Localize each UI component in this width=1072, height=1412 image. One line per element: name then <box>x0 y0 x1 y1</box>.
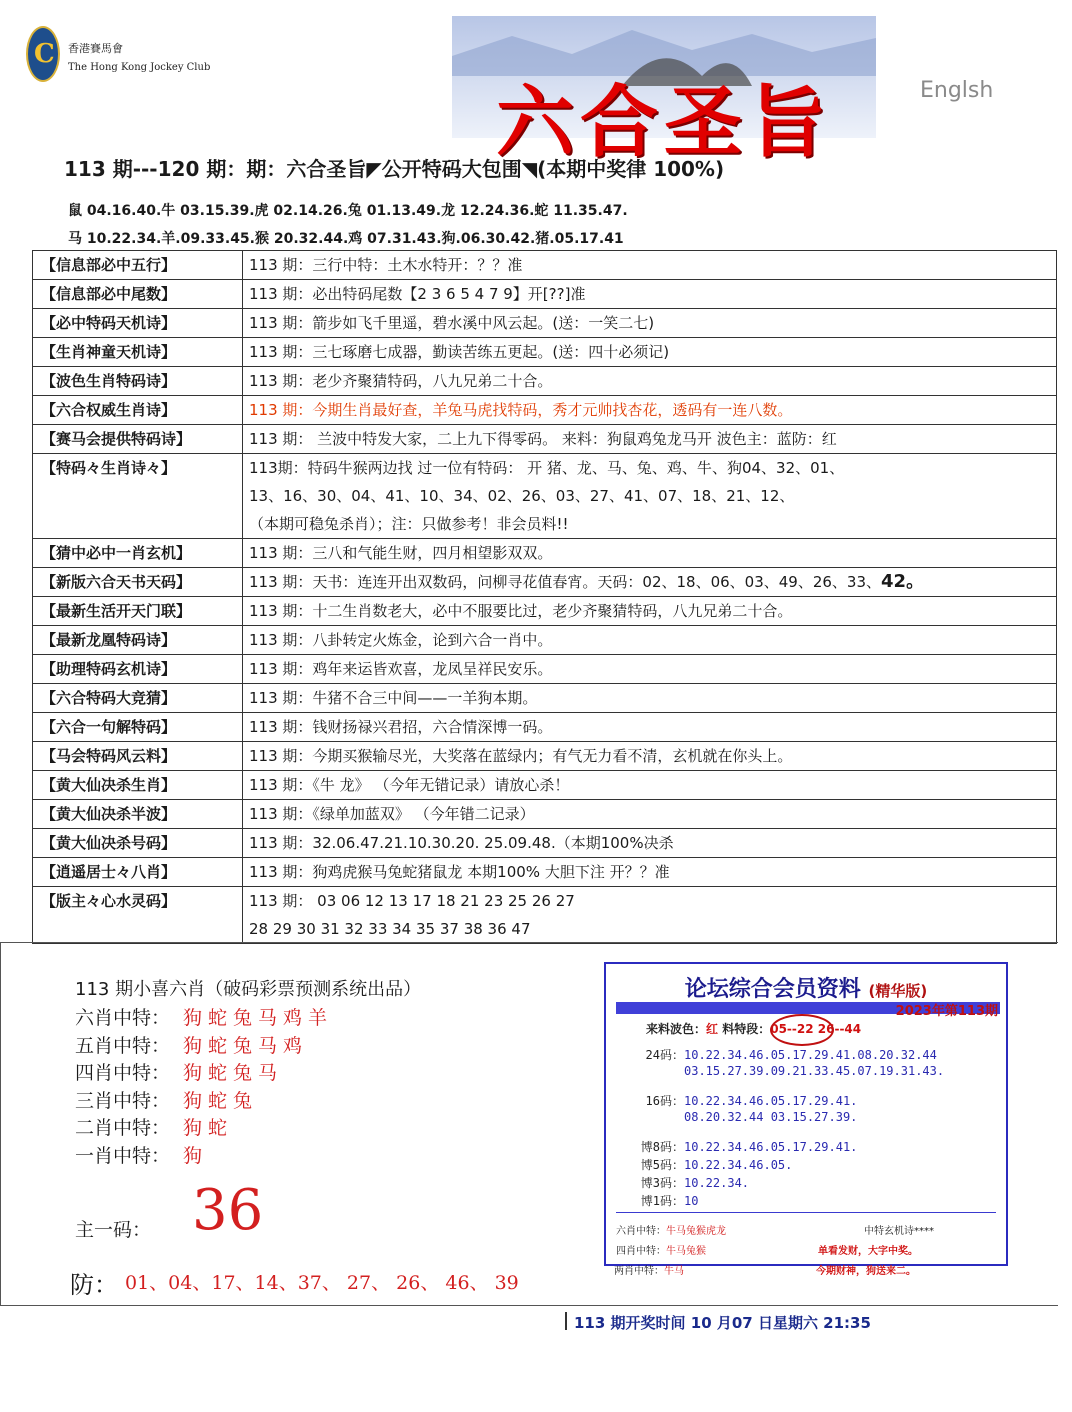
poem-line: 今期财神，狗送来二。 <box>816 1266 916 1277</box>
card-number-line <box>636 1192 698 1209</box>
row-label: 【最新生活开天门联】 <box>33 597 243 626</box>
row-value-line: 113期：特码牛猴两边找 过一位有特码： 开 猪、龙、马、兔、鸡、牛、狗04、32、01、 <box>249 459 845 477</box>
row-label: 【最新龙凰特码诗】 <box>33 626 243 655</box>
row-value-line: 113 期：《绿单加蓝双》 （今年错二记录） <box>249 805 535 823</box>
row-value <box>243 800 1057 829</box>
table-row <box>33 568 1057 597</box>
table-row <box>33 858 1057 887</box>
row-label: 【版主々心水灵码】 <box>33 887 243 944</box>
table-row <box>33 771 1057 800</box>
row-label: 【马会特码风云料】 <box>33 742 243 771</box>
fang-label: 防： <box>70 1271 118 1299</box>
headline: 113 期---120 期：期：六合圣旨◤公开特码大包围◥(本期中奖律 100%) <box>64 157 725 181</box>
row-value-line: 113 期：牛猪不合三中间——一羊狗本期。 <box>249 689 538 707</box>
card-line-value: 08.20.32.44 03.15.27.39. <box>684 1110 858 1124</box>
table-row <box>33 425 1057 454</box>
row-value <box>243 771 1057 800</box>
card-title-text: 论坛综合会员资料 <box>684 977 861 1002</box>
row-label: 【猜中必中一肖玄机】 <box>33 539 243 568</box>
row-value <box>243 539 1057 568</box>
main-number: 36 <box>192 1178 264 1243</box>
row-value <box>243 367 1057 396</box>
lucky-row-label: 一肖中特： <box>75 1144 171 1167</box>
lucky-zodiac-row <box>75 1058 283 1085</box>
row-value-line: 13、16、30、04、41、10、34、02、26、03、27、41、07、18、21、12、 <box>249 487 795 505</box>
row-value-line: 113 期：箭步如飞千里遥，碧水溪中风云起。(送：一笑二七) <box>249 314 655 332</box>
color-value: 红 <box>706 1022 719 1036</box>
circled-mark <box>770 1014 834 1046</box>
row-value <box>243 396 1057 425</box>
draw-time: 113 期开奖时间 10 月07 日星期六 21:35 <box>574 1314 871 1332</box>
lucky-row-label: 二肖中特： <box>75 1117 171 1139</box>
card-number-line <box>636 1110 857 1124</box>
card-line-key: 博1码： <box>640 1194 684 1208</box>
row-value-line: 113 期：32.06.47.21.10.30.20. 25.09.48.（本期100%决杀 <box>249 834 674 852</box>
segment-label: 料特段： <box>722 1022 771 1036</box>
row-value-line: 113 期：狗鸡虎猴马兔蛇猪鼠龙 本期100% 大胆下注 开？？准 <box>249 863 670 881</box>
table-row <box>33 626 1057 655</box>
lucky-zodiac-title: 113 期小喜六肖（破码彩票预测系统出品） <box>75 979 422 1000</box>
card-line-value: 10 <box>684 1194 699 1208</box>
row-value-line: 113 期：三八和气能生财，四月相望影双双。 <box>249 544 553 562</box>
table-row <box>33 713 1057 742</box>
row-value-line: 113 期：今期买猴输尽光，大奖落在蓝绿内；有气无力看不清，玄机就在你头上。 <box>249 747 793 765</box>
row-value-line: 113 期： 兰波中特发大家，二上九下得零码。 来料：狗鼠鸡兔龙马开 波色主：蓝防：红 <box>249 430 837 448</box>
row-value <box>243 858 1057 887</box>
two-value: 牛马 <box>664 1266 684 1277</box>
row-label: 【必中特码天机诗】 <box>33 309 243 338</box>
table-row <box>33 338 1057 367</box>
lucky-row-label: 四肖中特： <box>75 1062 171 1084</box>
lucky-zodiac-row <box>75 1113 233 1140</box>
row-label: 【赛马会提供特码诗】 <box>33 425 243 454</box>
row-value-line: 113 期：老少齐聚猜特码，八九兄弟二十合。 <box>249 372 553 390</box>
row-value-text: 113 期：天书：连连开出双数码，问柳寻花值春宵。天码：02、18、06、03、49、26、33、 <box>249 573 882 591</box>
divider <box>0 942 1 1306</box>
row-value <box>243 568 1057 597</box>
draw-time-marker <box>565 1312 567 1330</box>
card-line-value: 03.15.27.39.09.21.33.45.07.19.31.43. <box>684 1064 945 1078</box>
banner-title: 六合圣旨 <box>495 77 832 168</box>
poem-label: 中特玄机诗**** <box>864 1226 934 1237</box>
table-row <box>33 684 1057 713</box>
card-title <box>606 972 1006 1003</box>
row-label: 【黄大仙决杀半波】 <box>33 800 243 829</box>
row-label: 【信息部必中五行】 <box>33 251 243 280</box>
row-value-tail: 42。 <box>881 571 925 592</box>
four-zodiac-line <box>616 1242 706 1257</box>
lucky-zodiac-row <box>75 1141 208 1168</box>
row-label: 【六合权威生肖诗】 <box>33 396 243 425</box>
row-value <box>243 626 1057 655</box>
table-row <box>33 829 1057 858</box>
lucky-row-zodiacs: 狗蛇兔马鸡羊 <box>183 1007 334 1029</box>
divider <box>0 942 1058 943</box>
card-line-key: 博8码： <box>640 1140 684 1154</box>
card-line-key: 24码： <box>645 1048 684 1062</box>
row-label: 【黄大仙决杀生肖】 <box>33 771 243 800</box>
table-row <box>33 597 1057 626</box>
row-value-line: 113 期：《牛 龙》 （今年无错记录）请放心杀！ <box>249 776 570 794</box>
row-value-line: 113 期：八卦转定火炼金，论到六合一肖中。 <box>249 631 553 649</box>
lucky-row-zodiacs: 狗蛇兔马鸡 <box>183 1034 309 1057</box>
card-line-key: 16码： <box>645 1094 684 1108</box>
lucky-row-zodiacs: 狗蛇兔 <box>183 1089 259 1112</box>
lucky-row-zodiacs: 狗蛇 <box>183 1117 234 1139</box>
jockey-club-logo <box>26 26 60 82</box>
prediction-table <box>32 250 1057 944</box>
zodiac-numbers-line: 鼠 04.16.40.牛 03.15.39.虎 02.14.26.兔 01.13.49.龙 12.24.36.蛇 11.35.47. <box>68 203 628 219</box>
card-issue: 2023年第113期 <box>895 1004 998 1019</box>
main-number-label: 主一码： <box>75 1219 152 1241</box>
card-number-line <box>636 1092 857 1109</box>
card-line-value: 10.22.34. <box>684 1176 750 1190</box>
card-number-line <box>636 1046 937 1063</box>
six-value: 牛马兔猴虎龙 <box>666 1226 726 1237</box>
card-number-line <box>636 1138 857 1155</box>
row-value-line: 113 期：十二生肖数老大，必中不服要比过，老少齐聚猜特码，八九兄弟二十合。 <box>249 602 793 620</box>
zodiac-numbers-line: 马 10.22.34.羊.09.33.45.猴 20.32.44.鸡 07.31.43.狗.06.30.42.猪.05.17.41 <box>68 231 624 247</box>
lucky-row-label: 六肖中特： <box>75 1007 171 1029</box>
row-label: 【特码々生肖诗々】 <box>33 454 243 539</box>
table-row <box>33 367 1057 396</box>
lucky-zodiac-row <box>75 1086 258 1113</box>
table-row <box>33 655 1057 684</box>
fang-numbers: 01、04、17、14、37、 27、 26、 46、 39 <box>125 1272 519 1294</box>
lucky-zodiac-row <box>75 1003 333 1030</box>
table-row <box>33 251 1057 280</box>
card-line-key: 博5码： <box>640 1158 684 1172</box>
poem-line: 单看发财，大字中奖。 <box>818 1246 918 1257</box>
member-data-card <box>604 962 1008 1266</box>
row-label: 【逍遥居士々八肖】 <box>33 858 243 887</box>
lucky-row-label: 三肖中特： <box>75 1089 171 1112</box>
club-name-cn: 香港賽馬會 <box>68 42 123 55</box>
segment-value: 05--22 26--44 <box>770 1022 862 1036</box>
lucky-row-zodiacs: 狗蛇兔马 <box>183 1062 284 1084</box>
row-value-line: 113 期：钱财扬禄兴君招，六合情深博一码。 <box>249 718 553 736</box>
row-value-line: （本期可稳兔杀肖）；注：只做参考！非会员料!! <box>249 515 569 533</box>
table-row <box>33 887 1057 944</box>
row-label: 【生肖神童天机诗】 <box>33 338 243 367</box>
table-row <box>33 280 1057 309</box>
row-value-line: 28 29 30 31 32 33 34 35 37 38 36 47 <box>249 920 531 938</box>
divider <box>0 1305 1058 1306</box>
table-row <box>33 454 1057 539</box>
table-row <box>33 742 1057 771</box>
row-value <box>243 309 1057 338</box>
row-value <box>243 887 1057 944</box>
row-value-line: 113 期： 03 06 12 13 17 18 21 23 25 26 27 <box>249 892 575 910</box>
row-value <box>243 280 1057 309</box>
card-number-line <box>636 1064 944 1078</box>
row-value <box>243 655 1057 684</box>
color-label: 来料波色： <box>646 1022 707 1036</box>
card-line-value: 10.22.34.46.05.17.29.41. <box>684 1140 858 1154</box>
row-value <box>243 684 1057 713</box>
card-line-value: 10.22.34.46.05.17.29.41. <box>684 1094 858 1108</box>
six-zodiac-line <box>616 1222 726 1237</box>
row-value <box>243 338 1057 367</box>
card-line-key: 博3码： <box>640 1176 684 1190</box>
card-edition: (精华版) <box>868 982 928 1000</box>
row-value-line: 113 期：今期生肖最好查，羊兔马虎找特码，秀才元帅找杏花，透码有一连八数。 <box>249 401 793 419</box>
table-row <box>33 800 1057 829</box>
card-line-value: 10.22.34.46.05.17.29.41.08.20.32.44 <box>684 1048 937 1062</box>
row-value <box>243 454 1057 539</box>
row-label: 【六合特码大竞猜】 <box>33 684 243 713</box>
two-label: 两肖中特： <box>614 1266 664 1277</box>
row-value <box>243 597 1057 626</box>
row-label: 【信息部必中尾数】 <box>33 280 243 309</box>
row-value-line: 113 期：三七琢磨七成器，勤读苦练五更起。(送：四十必须记) <box>249 343 670 361</box>
card-divider <box>616 1212 996 1213</box>
lucky-row-label: 五肖中特： <box>75 1034 171 1057</box>
row-value-line: 113 期：三行中特：土木水特开：？？准 <box>249 256 523 274</box>
row-value-line: 113 期：必出特码尾数【2 3 6 5 4 7 9】开[??]准 <box>249 285 586 303</box>
card-number-line <box>636 1156 792 1173</box>
row-value <box>243 251 1057 280</box>
row-value-line: 113 期：鸡年来运皆欢喜，龙凤呈祥民安乐。 <box>249 660 553 678</box>
row-value <box>243 713 1057 742</box>
row-value <box>243 425 1057 454</box>
four-label: 四肖中特： <box>616 1246 666 1257</box>
table-row <box>33 539 1057 568</box>
row-value-line <box>249 568 1050 596</box>
table-row <box>33 396 1057 425</box>
row-value <box>243 829 1057 858</box>
four-value: 牛马兔猴 <box>666 1246 706 1257</box>
six-label: 六肖中特： <box>616 1226 666 1237</box>
table-row <box>33 309 1057 338</box>
club-name-en: The Hong Kong Jockey Club <box>68 62 211 73</box>
row-label: 【新版六合天书天码】 <box>33 568 243 597</box>
lucky-zodiac-row <box>75 1031 308 1058</box>
row-label: 【六合一句解特码】 <box>33 713 243 742</box>
two-zodiac-line <box>614 1262 684 1277</box>
row-label: 【黄大仙决杀号码】 <box>33 829 243 858</box>
row-label: 【波色生肖特码诗】 <box>33 367 243 396</box>
row-label: 【助理特码玄机诗】 <box>33 655 243 684</box>
lucky-row-zodiacs: 狗 <box>183 1144 209 1167</box>
card-number-line <box>636 1174 749 1191</box>
row-value <box>243 742 1057 771</box>
card-line-value: 10.22.34.46.05. <box>684 1158 793 1172</box>
language-link[interactable]: Englsh <box>920 78 994 103</box>
